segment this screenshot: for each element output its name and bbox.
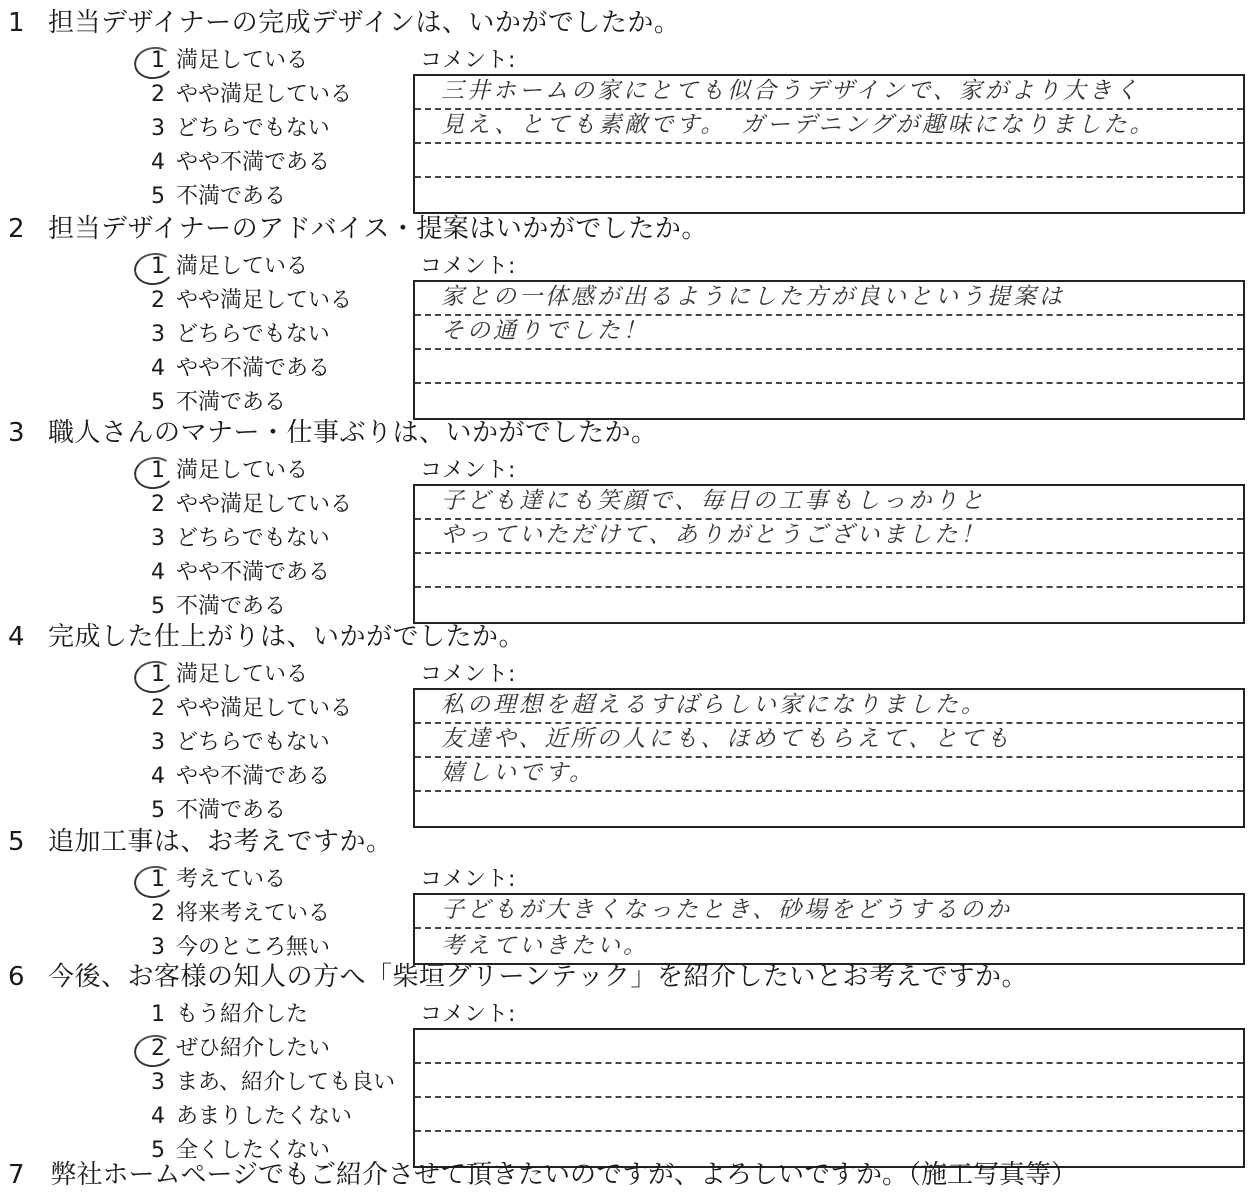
hand-drawn-circle-icon xyxy=(132,1032,176,1069)
option-label: もう紹介した xyxy=(176,1002,309,1027)
comment-box[interactable] xyxy=(413,74,1245,214)
option-1[interactable] xyxy=(140,250,308,284)
comment-line xyxy=(415,144,1243,178)
option-number-text: 2 xyxy=(151,492,165,517)
comment-box[interactable] xyxy=(413,280,1245,420)
option-number-text: 4 xyxy=(151,150,165,175)
handwritten-comment: 私の理想を超えるすばらしい家になりました。 xyxy=(441,692,987,718)
handwritten-comment: 考えていきたい。 xyxy=(441,933,649,959)
comment-line xyxy=(415,929,1243,963)
option-number xyxy=(140,590,176,624)
comment-label: コメント: xyxy=(420,662,516,687)
comment-line xyxy=(415,1064,1243,1098)
handwritten-comment: 家との一体感が出るようにした方が良いという提案は xyxy=(441,284,1065,310)
comment-line xyxy=(415,316,1243,350)
comment-line xyxy=(415,110,1243,144)
option-number-text: 4 xyxy=(151,1104,165,1129)
option-label: どちらでもない xyxy=(176,116,330,141)
option-2[interactable] xyxy=(140,78,352,112)
option-label: ぜひ紹介したい xyxy=(176,1036,331,1061)
option-label: やや不満である xyxy=(176,764,331,789)
handwritten-comment: 友達や、近所の人にも、ほめてもらえて、とても xyxy=(441,726,1013,752)
option-5[interactable] xyxy=(140,590,286,624)
option-label: 満足している xyxy=(176,458,309,483)
option-2[interactable] xyxy=(140,284,352,318)
option-number xyxy=(140,692,176,726)
option-number xyxy=(140,488,176,522)
handwritten-comment: やっていただけて、ありがとうございました！ xyxy=(441,522,987,548)
option-4[interactable] xyxy=(140,352,330,386)
comment-line xyxy=(415,350,1243,384)
question-text: 完成した仕上がりは、いかがでしたか。 xyxy=(48,622,526,652)
option-number-text: 3 xyxy=(151,526,165,551)
comment-line xyxy=(415,1098,1243,1132)
option-5[interactable] xyxy=(140,794,286,828)
option-number-text: 1 xyxy=(151,1002,165,1027)
option-3[interactable] xyxy=(140,318,330,352)
question-number: 4 xyxy=(8,622,26,652)
option-2[interactable] xyxy=(140,692,352,726)
option-number-text: 5 xyxy=(151,390,165,415)
option-1[interactable] xyxy=(140,454,308,488)
option-4[interactable] xyxy=(140,760,330,794)
handwritten-comment: 見え、とても素敵です。 ガーデニングが趣味になりました。 xyxy=(441,112,1156,138)
question-title xyxy=(8,825,393,859)
comment-line xyxy=(415,76,1243,110)
option-number xyxy=(140,1066,176,1100)
option-2[interactable] xyxy=(140,488,352,522)
option-number-text: 1 xyxy=(151,254,165,279)
option-number-text: 4 xyxy=(151,356,165,381)
option-number xyxy=(140,998,176,1032)
option-label: どちらでもない xyxy=(176,322,330,347)
option-number-text: 5 xyxy=(151,798,165,823)
option-number-text: 4 xyxy=(151,560,165,585)
option-label: やや満足している xyxy=(176,288,353,313)
handwritten-comment: 子ども達にも笑顔で、毎日の工事もしっかりと xyxy=(441,488,987,514)
option-number-text: 4 xyxy=(151,764,165,789)
option-number-text: 3 xyxy=(151,116,165,141)
option-label: 不満である xyxy=(176,390,287,415)
option-number xyxy=(140,112,176,146)
option-label: 考えている xyxy=(176,867,287,892)
option-number-text: 2 xyxy=(151,82,165,107)
option-number xyxy=(140,454,176,488)
option-number-text: 3 xyxy=(151,935,165,960)
option-number xyxy=(140,897,176,931)
comment-label: コメント: xyxy=(420,48,516,73)
hand-drawn-circle-icon xyxy=(132,44,176,81)
option-label: 不満である xyxy=(176,798,287,823)
hand-drawn-circle-icon xyxy=(132,863,176,900)
question-text: 担当デザイナーの完成デザインは、いかがでしたか。 xyxy=(48,8,681,38)
comment-line xyxy=(415,282,1243,316)
option-number xyxy=(140,352,176,386)
option-label: まあ、紹介しても良い xyxy=(176,1070,396,1095)
question-text: 追加工事は、お考えですか。 xyxy=(48,827,393,857)
option-number-text: 1 xyxy=(151,48,165,73)
option-4[interactable] xyxy=(140,556,330,590)
option-number-text: 3 xyxy=(151,322,165,347)
option-number-text: 1 xyxy=(151,867,165,892)
option-number-text: 5 xyxy=(151,1138,165,1163)
question-title xyxy=(8,6,680,40)
comment-box[interactable] xyxy=(413,1028,1245,1168)
option-label: 今のところ無い xyxy=(176,935,331,960)
comment-line xyxy=(415,588,1243,622)
comment-line xyxy=(415,178,1243,212)
comment-line xyxy=(415,724,1243,758)
option-number xyxy=(140,318,176,352)
option-number-text: 3 xyxy=(151,730,165,755)
question-text: 今後、お客様の知人の方へ「柴垣グリーンテック」を紹介したいとお考えですか。 xyxy=(48,962,1028,992)
option-number xyxy=(140,1032,176,1066)
option-label: 不満である xyxy=(176,594,287,619)
comment-line xyxy=(415,1030,1243,1064)
option-number-text: 5 xyxy=(151,594,165,619)
handwritten-comment: 子どもが大きくなったとき、砂場をどうするのか xyxy=(441,897,1013,923)
question-number: 2 xyxy=(8,214,26,244)
comment-box[interactable] xyxy=(413,893,1245,965)
comment-box[interactable] xyxy=(413,484,1245,624)
hand-drawn-circle-icon xyxy=(132,250,176,287)
option-number xyxy=(140,146,176,180)
option-label: 全くしたくない xyxy=(176,1138,331,1163)
comment-line xyxy=(415,384,1243,418)
option-label: やや不満である xyxy=(176,560,331,585)
question-text: 職人さんのマナー・仕事ぶりは、いかがでしたか。 xyxy=(48,418,658,448)
option-number-text: 1 xyxy=(151,458,165,483)
question-title xyxy=(8,416,658,450)
comment-label: コメント: xyxy=(420,867,516,892)
question-7-cut-off: 7 弊社ホームページでもご紹介させて頂きたいのですが、よろしいですか。（施工写真等） xyxy=(8,1160,1078,1190)
question-title xyxy=(8,620,525,654)
option-number xyxy=(140,726,176,760)
option-5[interactable] xyxy=(140,386,286,420)
option-label: やや不満である xyxy=(176,356,331,381)
option-3[interactable] xyxy=(140,112,330,146)
option-number xyxy=(140,78,176,112)
option-number xyxy=(140,386,176,420)
comment-line xyxy=(415,486,1243,520)
comment-line xyxy=(415,554,1243,588)
option-number xyxy=(140,863,176,897)
option-number-text: 3 xyxy=(151,1070,165,1095)
comment-line xyxy=(415,792,1243,826)
option-1[interactable] xyxy=(140,998,308,1032)
option-number xyxy=(140,284,176,318)
comment-line xyxy=(415,758,1243,792)
option-number-text: 2 xyxy=(151,901,165,926)
comment-label: コメント: xyxy=(420,254,516,279)
option-number xyxy=(140,760,176,794)
option-number-text: 2 xyxy=(151,696,165,721)
handwritten-comment: 三井ホームの家にとても似合うデザインで、家がより大きく xyxy=(441,78,1141,104)
hand-drawn-circle-icon xyxy=(132,454,176,491)
question-title xyxy=(8,960,1028,994)
comment-line xyxy=(415,895,1243,929)
option-label: やや満足している xyxy=(176,492,353,517)
option-5[interactable] xyxy=(140,180,286,214)
question-number: 3 xyxy=(8,418,26,448)
option-number-text: 2 xyxy=(151,288,165,313)
question-title xyxy=(8,212,708,246)
option-label: やや不満である xyxy=(176,150,331,175)
question-text: 担当デザイナーのアドバイス・提案はいかがでしたか。 xyxy=(48,214,708,244)
comment-label: コメント: xyxy=(420,458,516,483)
option-label: やや満足している xyxy=(176,696,353,721)
option-label: やや満足している xyxy=(176,82,353,107)
option-number xyxy=(140,522,176,556)
option-2[interactable] xyxy=(140,897,330,931)
question-number: 1 xyxy=(8,8,26,38)
option-label: どちらでもない xyxy=(176,526,330,551)
option-1[interactable] xyxy=(140,863,286,897)
option-number xyxy=(140,556,176,590)
option-label: あまりしたくない xyxy=(176,1104,353,1129)
option-label: 将来考えている xyxy=(176,901,331,926)
option-2[interactable] xyxy=(140,1032,330,1066)
comment-line xyxy=(415,520,1243,554)
hand-drawn-circle-icon xyxy=(132,658,176,695)
handwritten-comment: その通りでした！ xyxy=(441,318,649,344)
question-number: 5 xyxy=(8,827,26,857)
option-number xyxy=(140,1100,176,1134)
option-label: どちらでもない xyxy=(176,730,330,755)
option-3[interactable] xyxy=(140,522,330,556)
question-number: 6 xyxy=(8,962,26,992)
option-number xyxy=(140,794,176,828)
option-label: 満足している xyxy=(176,48,309,73)
option-number xyxy=(140,658,176,692)
option-number-text: 2 xyxy=(151,1036,165,1061)
handwritten-comment: 嬉しいです。 xyxy=(441,760,596,786)
option-1[interactable] xyxy=(140,658,308,692)
option-number xyxy=(140,180,176,214)
comment-line xyxy=(415,690,1243,724)
option-4[interactable] xyxy=(140,146,330,180)
option-3[interactable] xyxy=(140,726,330,760)
option-label: 満足している xyxy=(176,662,309,687)
option-3[interactable] xyxy=(140,1066,395,1100)
comment-box[interactable] xyxy=(413,688,1245,828)
comment-label: コメント: xyxy=(420,1002,516,1027)
option-number xyxy=(140,250,176,284)
option-1[interactable] xyxy=(140,44,308,78)
option-label: 不満である xyxy=(176,184,287,209)
option-number-text: 1 xyxy=(151,662,165,687)
option-number xyxy=(140,44,176,78)
option-number-text: 5 xyxy=(151,184,165,209)
option-label: 満足している xyxy=(176,254,309,279)
option-4[interactable] xyxy=(140,1100,352,1134)
